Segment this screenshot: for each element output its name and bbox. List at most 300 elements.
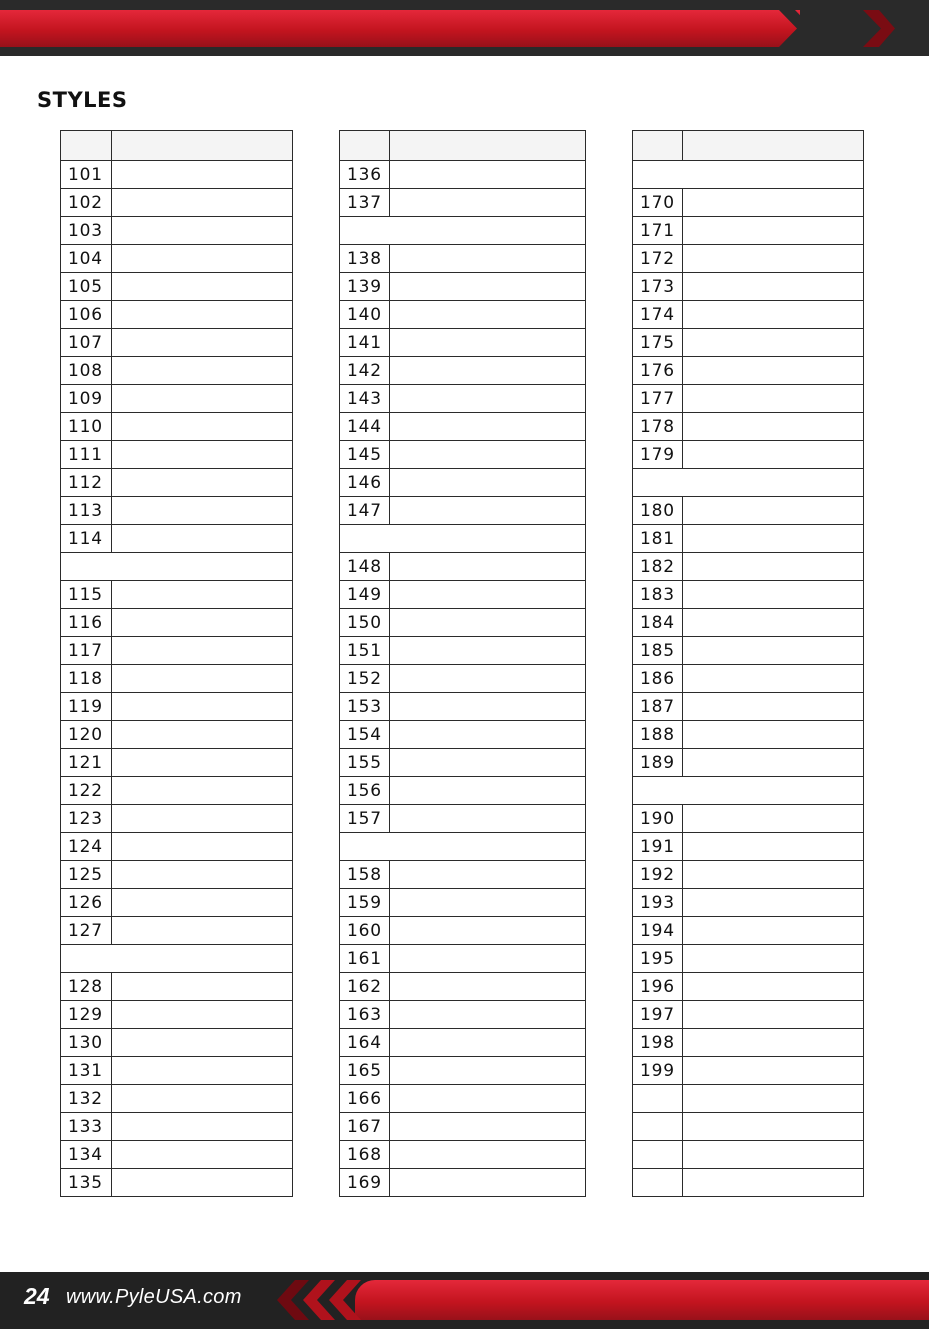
table-row [340,945,586,973]
style-name-cell [390,1113,586,1141]
style-name-cell [683,189,864,217]
style-number-cell: 116 [61,609,112,637]
table-row [340,637,586,665]
style-name-cell [112,1029,293,1057]
table-row [340,273,586,301]
header-no-cell [61,131,112,161]
table-row [340,1169,586,1197]
table-row [633,945,864,973]
style-name-cell [390,973,586,1001]
style-name-cell [390,777,586,805]
header-no-cell [340,131,390,161]
group-header-row [340,833,586,861]
table-row [61,385,293,413]
style-number-cell: 178 [633,413,683,441]
style-number-cell: 120 [61,721,112,749]
table-row [633,665,864,693]
style-number-cell: 191 [633,833,683,861]
style-number-cell: 173 [633,273,683,301]
style-name-cell [390,161,586,189]
style-name-cell [112,1169,293,1197]
table-row [633,861,864,889]
table-row [61,973,293,1001]
table-row [633,357,864,385]
style-name-cell [112,609,293,637]
table-row [340,413,586,441]
table-row [633,805,864,833]
style-number-cell: 107 [61,329,112,357]
table-row [340,973,586,1001]
style-name-cell [683,301,864,329]
header-name-cell [390,131,586,161]
group-header-cell [340,833,586,861]
style-name-cell [112,861,293,889]
style-name-cell [683,357,864,385]
style-name-cell [683,1057,864,1085]
style-name-cell [112,1141,293,1169]
table-row [340,1001,586,1029]
chevron-left-icon [275,1280,385,1320]
table-row [61,1001,293,1029]
group-header-row [633,161,864,189]
style-number-cell: 167 [340,1113,390,1141]
table-row [340,469,586,497]
style-number-cell: 139 [340,273,390,301]
style-name-cell [112,385,293,413]
group-header-cell [633,161,864,189]
table-row [61,273,293,301]
style-number-cell: 115 [61,581,112,609]
style-number-cell: 164 [340,1029,390,1057]
table-row [61,581,293,609]
table-row [61,721,293,749]
style-name-cell [683,609,864,637]
table-row [340,441,586,469]
style-number-cell: 112 [61,469,112,497]
style-number-cell: 157 [340,805,390,833]
style-name-cell [112,917,293,945]
style-name-cell [683,329,864,357]
style-number-cell: 155 [340,749,390,777]
style-number-cell: 174 [633,301,683,329]
table-row [340,805,586,833]
style-name-cell [112,469,293,497]
table-row [340,553,586,581]
style-name-cell [112,301,293,329]
table-row [61,693,293,721]
style-number-cell: 165 [340,1057,390,1085]
group-header-row [340,217,586,245]
style-number-cell: 136 [340,161,390,189]
style-number-cell: 123 [61,805,112,833]
style-name-cell [112,525,293,553]
style-number-cell: 122 [61,777,112,805]
style-name-cell [390,721,586,749]
style-name-cell [390,1001,586,1029]
table-row [340,1085,586,1113]
style-name-cell [390,385,586,413]
table-row [61,329,293,357]
table-row [61,1057,293,1085]
table-row [61,189,293,217]
table-row [633,1057,864,1085]
table-row [61,749,293,777]
style-name-cell [683,693,864,721]
style-name-cell [683,889,864,917]
style-number-cell: 103 [61,217,112,245]
style-number-cell: 152 [340,665,390,693]
styles-table-3 [632,130,864,1197]
style-number-cell: 135 [61,1169,112,1197]
style-number-cell: 141 [340,329,390,357]
table-row [340,721,586,749]
style-number-cell: 196 [633,973,683,1001]
table-row [633,581,864,609]
style-number-cell: 168 [340,1141,390,1169]
table-row [340,861,586,889]
table-row [61,357,293,385]
style-name-cell [390,357,586,385]
table-header-row [633,131,864,161]
style-number-cell: 175 [633,329,683,357]
table-row [61,917,293,945]
style-number-cell: 154 [340,721,390,749]
style-number-cell: 186 [633,665,683,693]
table-row [340,581,586,609]
group-header-row [61,945,293,973]
table-row [633,189,864,217]
table-row [633,889,864,917]
style-name-cell [390,329,586,357]
table-row [61,889,293,917]
table-row [633,301,864,329]
style-number-cell: 102 [61,189,112,217]
group-header-row [61,553,293,581]
table-row [633,917,864,945]
style-number-cell: 150 [340,609,390,637]
styles-table-2 [339,130,586,1197]
style-number-cell: 144 [340,413,390,441]
table-row [633,973,864,1001]
style-name-cell [683,525,864,553]
table-row [340,777,586,805]
table-row [340,1141,586,1169]
table-row [340,917,586,945]
style-name-cell [390,273,586,301]
style-number-cell [633,1169,683,1197]
style-number-cell: 172 [633,245,683,273]
table-row [633,1169,864,1197]
group-header-cell [61,553,293,581]
style-number-cell: 189 [633,749,683,777]
group-header-row [633,469,864,497]
header-no-cell [633,131,683,161]
style-name-cell [112,1085,293,1113]
style-name-cell [112,497,293,525]
style-name-cell [112,245,293,273]
style-number-cell: 198 [633,1029,683,1057]
style-name-cell [683,833,864,861]
header-red-stripe [0,10,800,47]
style-number-cell: 194 [633,917,683,945]
style-number-cell: 106 [61,301,112,329]
table-row [633,441,864,469]
style-number-cell: 111 [61,441,112,469]
style-number-cell: 132 [61,1085,112,1113]
style-name-cell [390,413,586,441]
style-number-cell [633,1113,683,1141]
style-name-cell [112,161,293,189]
table-row [340,1113,586,1141]
table-row [61,609,293,637]
style-name-cell [683,749,864,777]
style-number-cell: 177 [633,385,683,413]
style-name-cell [683,217,864,245]
table-row [633,637,864,665]
table-row [633,749,864,777]
table-row [633,833,864,861]
style-name-cell [390,441,586,469]
group-header-cell [633,777,864,805]
table-row [340,357,586,385]
style-name-cell [683,581,864,609]
table-row [340,1057,586,1085]
style-number-cell: 128 [61,973,112,1001]
style-name-cell [390,637,586,665]
table-row [61,665,293,693]
table-row [61,469,293,497]
style-number-cell: 160 [340,917,390,945]
header-name-cell [683,131,864,161]
style-name-cell [683,1141,864,1169]
style-name-cell [683,973,864,1001]
style-number-cell: 143 [340,385,390,413]
table-header-row [340,131,586,161]
style-number-cell: 182 [633,553,683,581]
style-name-cell [390,889,586,917]
style-number-cell: 119 [61,693,112,721]
style-name-cell [683,1085,864,1113]
table-row [633,1141,864,1169]
style-number-cell: 134 [61,1141,112,1169]
style-name-cell [112,693,293,721]
style-name-cell [112,1057,293,1085]
style-number-cell: 187 [633,693,683,721]
style-number-cell: 148 [340,553,390,581]
style-name-cell [683,553,864,581]
style-number-cell: 183 [633,581,683,609]
style-name-cell [112,581,293,609]
style-number-cell: 199 [633,1057,683,1085]
header-name-cell [112,131,293,161]
style-number-cell: 156 [340,777,390,805]
page-number: 24 [24,1283,50,1309]
table-row [633,525,864,553]
table-row [61,217,293,245]
table-row [340,161,586,189]
style-number-cell: 138 [340,245,390,273]
table-row [633,413,864,441]
table-row [633,329,864,357]
table-row [61,161,293,189]
style-number-cell: 149 [340,581,390,609]
style-name-cell [683,1001,864,1029]
style-number-cell: 162 [340,973,390,1001]
table-row [61,1113,293,1141]
style-number-cell: 166 [340,1085,390,1113]
style-number-cell: 181 [633,525,683,553]
style-number-cell: 169 [340,1169,390,1197]
style-number-cell: 145 [340,441,390,469]
style-name-cell [112,441,293,469]
style-name-cell [390,553,586,581]
style-name-cell [112,749,293,777]
style-number-cell: 108 [61,357,112,385]
table-row [633,1001,864,1029]
table-row [633,217,864,245]
table-row [633,385,864,413]
style-name-cell [390,665,586,693]
style-name-cell [683,1169,864,1197]
style-number-cell: 159 [340,889,390,917]
style-name-cell [112,1001,293,1029]
page-title: STYLES [37,88,128,112]
style-name-cell [683,637,864,665]
table-row [61,1169,293,1197]
style-name-cell [683,917,864,945]
style-number-cell: 125 [61,861,112,889]
style-number-cell: 142 [340,357,390,385]
table-row [633,609,864,637]
style-number-cell: 185 [633,637,683,665]
style-number-cell: 110 [61,413,112,441]
styles-table-1 [60,130,293,1197]
table-row [340,1029,586,1057]
group-header-cell [340,525,586,553]
style-name-cell [112,833,293,861]
table-header-row [61,131,293,161]
style-name-cell [683,1113,864,1141]
style-number-cell [633,1141,683,1169]
group-header-row [340,525,586,553]
style-number-cell: 131 [61,1057,112,1085]
style-number-cell: 114 [61,525,112,553]
table-row [61,637,293,665]
style-name-cell [390,749,586,777]
style-number-cell: 104 [61,245,112,273]
table-row [61,413,293,441]
style-name-cell [112,329,293,357]
style-name-cell [683,441,864,469]
table-row [633,1113,864,1141]
website-link[interactable]: www.PyleUSA.com [66,1286,242,1308]
group-header-cell [61,945,293,973]
table-row [633,553,864,581]
style-name-cell [112,189,293,217]
style-number-cell: 195 [633,945,683,973]
table-row [340,385,586,413]
style-name-cell [112,217,293,245]
table-row [633,1085,864,1113]
style-number-cell: 180 [633,497,683,525]
style-name-cell [112,973,293,1001]
style-name-cell [683,245,864,273]
style-name-cell [683,665,864,693]
style-number-cell: 137 [340,189,390,217]
table-row [340,189,586,217]
style-name-cell [112,889,293,917]
style-name-cell [683,721,864,749]
table-row [633,273,864,301]
table-row [633,1029,864,1057]
table-row [61,1085,293,1113]
style-number-cell: 197 [633,1001,683,1029]
style-number-cell [633,1085,683,1113]
table-row [61,1029,293,1057]
style-name-cell [390,1085,586,1113]
header-band [0,0,929,56]
footer-red-stripe [355,1280,929,1320]
style-name-cell [683,497,864,525]
style-name-cell [390,469,586,497]
style-number-cell: 121 [61,749,112,777]
table-row [61,805,293,833]
table-row [340,693,586,721]
style-number-cell: 192 [633,861,683,889]
style-name-cell [390,245,586,273]
table-row [61,861,293,889]
table-row [340,609,586,637]
style-name-cell [390,609,586,637]
style-name-cell [683,385,864,413]
table-row [340,749,586,777]
style-number-cell: 188 [633,721,683,749]
style-name-cell [683,413,864,441]
style-number-cell: 126 [61,889,112,917]
table-row [633,693,864,721]
chevron-right-icon [775,10,895,47]
style-name-cell [683,945,864,973]
style-name-cell [390,945,586,973]
style-name-cell [112,805,293,833]
table-row [340,329,586,357]
style-name-cell [683,273,864,301]
style-number-cell: 179 [633,441,683,469]
table-row [340,245,586,273]
style-name-cell [390,301,586,329]
style-name-cell [390,497,586,525]
style-number-cell: 158 [340,861,390,889]
style-number-cell: 147 [340,497,390,525]
style-name-cell [112,413,293,441]
style-name-cell [390,917,586,945]
group-header-row [633,777,864,805]
style-number-cell: 130 [61,1029,112,1057]
style-number-cell: 109 [61,385,112,413]
style-number-cell: 101 [61,161,112,189]
style-name-cell [390,861,586,889]
style-name-cell [112,1113,293,1141]
style-number-cell: 129 [61,1001,112,1029]
style-number-cell: 124 [61,833,112,861]
style-number-cell: 146 [340,469,390,497]
table-row [61,777,293,805]
style-name-cell [390,693,586,721]
style-number-cell: 161 [340,945,390,973]
style-name-cell [112,273,293,301]
style-name-cell [390,581,586,609]
style-number-cell: 117 [61,637,112,665]
